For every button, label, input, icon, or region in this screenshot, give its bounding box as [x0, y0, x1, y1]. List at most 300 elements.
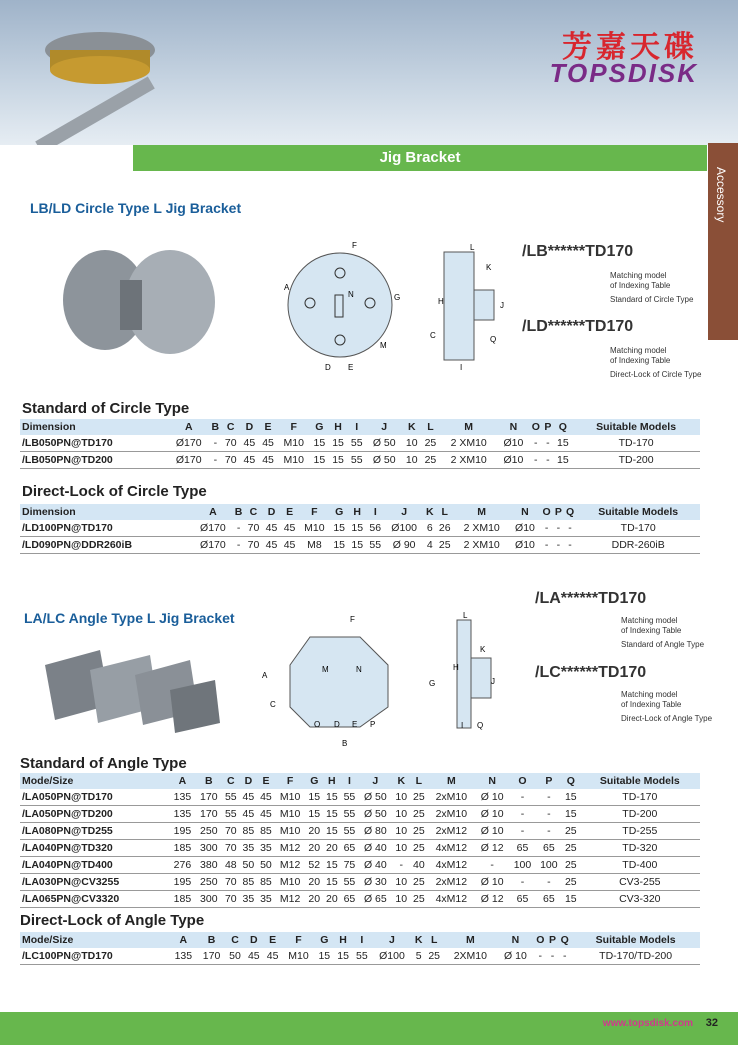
- table-cell: 135: [169, 948, 197, 965]
- table-cell: 15: [330, 520, 348, 537]
- table-cell: 45: [257, 806, 275, 823]
- table-cell: 55: [347, 452, 366, 469]
- svg-text:D: D: [334, 720, 340, 729]
- table-cell: 45: [263, 948, 282, 965]
- svg-text:A: A: [284, 283, 290, 292]
- table-cell: 4xM12: [428, 891, 475, 908]
- table-cell: 2 XM10: [454, 537, 510, 554]
- code-note: Direct-Lock of Angle Type: [621, 714, 713, 723]
- svg-text:Q: Q: [477, 721, 484, 730]
- angle-bracket-diagram: [260, 612, 400, 752]
- column-header: N: [498, 419, 530, 435]
- code-block-lb: [522, 243, 693, 305]
- svg-text:C: C: [430, 331, 436, 340]
- table-cell: -: [536, 806, 562, 823]
- model-code: /LA******TD170: [535, 590, 647, 607]
- table-cell: 15: [562, 789, 580, 806]
- table-cell: TD-255: [580, 823, 700, 840]
- table-cell: 2xM12: [428, 874, 475, 891]
- table-cell: 70: [222, 874, 240, 891]
- table-cell: /LA030PN@CV3255: [20, 874, 169, 891]
- table-cell: 15: [305, 806, 323, 823]
- column-header: E: [281, 504, 299, 520]
- table-cell: M10: [275, 789, 306, 806]
- table-cell: 25: [562, 823, 580, 840]
- table-cell: -: [233, 520, 245, 537]
- table-cell: -: [564, 520, 577, 537]
- column-header: N: [497, 932, 534, 948]
- svg-text:F: F: [352, 241, 357, 250]
- table-cell: 15: [554, 435, 573, 452]
- table-cell: 25: [421, 452, 440, 469]
- table-cell: 276: [169, 857, 195, 874]
- table-cell: 50: [257, 857, 275, 874]
- table4-title: Direct-Lock of Angle Type: [20, 912, 205, 929]
- svg-text:O: O: [314, 720, 321, 729]
- table-cell: 55: [222, 806, 240, 823]
- table-cell: 45: [281, 537, 299, 554]
- table-cell: TD-400: [580, 857, 700, 874]
- column-header: K: [413, 932, 425, 948]
- table-cell: 15: [310, 452, 329, 469]
- svg-text:N: N: [356, 665, 362, 674]
- table-cell: CV3-320: [580, 891, 700, 908]
- svg-text:G: G: [429, 679, 436, 688]
- table-cell: 15: [329, 452, 348, 469]
- table-cell: 70: [221, 452, 240, 469]
- table-cell: 20: [305, 823, 323, 840]
- table-cell: 55: [341, 789, 359, 806]
- column-header: M: [428, 773, 475, 789]
- table-cell: TD-170: [572, 435, 700, 452]
- table-cell: -: [529, 435, 542, 452]
- table-cell: 2 XM10: [440, 452, 498, 469]
- column-header: D: [244, 932, 263, 948]
- table-cell: 15: [305, 789, 323, 806]
- table-cell: /LA040PN@TD320: [20, 840, 169, 857]
- table-cell: M10: [299, 520, 331, 537]
- column-header: O: [529, 419, 542, 435]
- table-cell: -: [564, 537, 577, 554]
- table-cell: 25: [562, 857, 580, 874]
- table-row: [20, 537, 700, 554]
- svg-text:K: K: [486, 263, 492, 272]
- column-header: Suitable Models: [576, 504, 700, 520]
- table-cell: 85: [240, 823, 258, 840]
- table-cell: 25: [410, 823, 428, 840]
- svg-text:F: F: [350, 615, 355, 624]
- table-cell: 250: [196, 874, 222, 891]
- column-header: G: [310, 419, 329, 435]
- table-cell: 20: [323, 891, 341, 908]
- table-cell: 15: [554, 452, 573, 469]
- table-cell: 45: [281, 520, 299, 537]
- table-cell: 20: [323, 840, 341, 857]
- table-cell: Ø 40: [358, 840, 392, 857]
- column-header: Dimension: [20, 504, 193, 520]
- column-header: B: [197, 932, 225, 948]
- table-cell: 170: [196, 789, 222, 806]
- table-cell: 2XM10: [444, 948, 498, 965]
- table-cell: Ø170: [193, 537, 233, 554]
- table-cell: Ø170: [193, 520, 233, 537]
- column-header: F: [299, 504, 331, 520]
- table-cell: CV3-255: [580, 874, 700, 891]
- column-header: G: [330, 504, 348, 520]
- table-cell: -: [553, 537, 564, 554]
- table-cell: Ø 80: [358, 823, 392, 840]
- model-code: /LD******TD170: [522, 318, 634, 335]
- table-cell: 195: [169, 823, 195, 840]
- column-header: Dimension: [20, 419, 168, 435]
- table-cell: TD-170/TD-200: [571, 948, 700, 965]
- side-tab: [708, 143, 738, 340]
- table-cell: 55: [366, 537, 384, 554]
- svg-text:H: H: [453, 663, 459, 672]
- table-cell: 15: [334, 948, 353, 965]
- column-header: F: [277, 419, 310, 435]
- table-cell: /LA050PN@TD170: [20, 789, 169, 806]
- svg-text:Q: Q: [490, 335, 497, 344]
- table-cell: 2xM12: [428, 823, 475, 840]
- table-row: [20, 789, 700, 806]
- brand-chinese: 芳嘉天碟: [562, 30, 698, 65]
- table-cell: 26: [436, 520, 454, 537]
- table-cell: 4: [424, 537, 436, 554]
- table-cell: 85: [257, 823, 275, 840]
- code-block-lc: [535, 664, 712, 724]
- table-cell: 15: [348, 520, 366, 537]
- column-header: E: [263, 932, 282, 948]
- table-cell: 10: [402, 452, 421, 469]
- table-cell: 15: [562, 806, 580, 823]
- table-cell: -: [547, 948, 558, 965]
- column-header: Mode/Size: [20, 932, 169, 948]
- table-cell: /LB050PN@TD170: [20, 435, 168, 452]
- code-note: Direct-Lock of Circle Type: [610, 370, 702, 379]
- table-cell: 4xM12: [428, 857, 475, 874]
- table-cell: M10: [275, 874, 306, 891]
- table-cell: -: [534, 948, 547, 965]
- circle-bracket-diagram: [280, 240, 420, 380]
- table-cell: 10: [392, 891, 410, 908]
- table-cell: Ø 30: [358, 874, 392, 891]
- table-cell: 2xM10: [428, 806, 475, 823]
- section2-title: LA/LC Angle Type L Jig Bracket: [24, 610, 235, 626]
- table-cell: M8: [299, 537, 331, 554]
- table-cell: 195: [169, 874, 195, 891]
- column-header: H: [348, 504, 366, 520]
- table-cell: 65: [536, 891, 562, 908]
- svg-text:P: P: [370, 720, 376, 729]
- column-header: O: [509, 773, 535, 789]
- table-cell: 45: [240, 435, 259, 452]
- table-cell: M10: [282, 948, 315, 965]
- column-header: I: [341, 773, 359, 789]
- table-cell: 100: [509, 857, 535, 874]
- table-cell: /LA080PN@TD255: [20, 823, 169, 840]
- column-header: B: [209, 419, 221, 435]
- column-header: I: [352, 932, 371, 948]
- table-cell: 65: [341, 891, 359, 908]
- svg-text:G: G: [394, 293, 401, 302]
- angle-bracket-photo: [40, 645, 230, 735]
- rotary-table-photo: [20, 0, 180, 145]
- table-cell: 25: [425, 948, 444, 965]
- column-header: A: [169, 932, 197, 948]
- column-header: F: [275, 773, 306, 789]
- column-header: Suitable Models: [580, 773, 700, 789]
- table-cell: 55: [341, 823, 359, 840]
- code-block-la: [535, 590, 704, 650]
- table-cell: Ø100: [384, 520, 424, 537]
- column-header: H: [334, 932, 353, 948]
- table-cell: 25: [562, 840, 580, 857]
- svg-text:L: L: [470, 243, 475, 252]
- table-cell: 185: [169, 840, 195, 857]
- column-header: Suitable Models: [571, 932, 700, 948]
- table-cell: -: [558, 948, 571, 965]
- table1-title: Standard of Circle Type: [22, 400, 190, 417]
- table-cell: TD-200: [580, 806, 700, 823]
- table-cell: 15: [323, 857, 341, 874]
- table-row: [20, 520, 700, 537]
- table-standard-angle: [20, 773, 700, 908]
- column-header: E: [257, 773, 275, 789]
- column-header: I: [366, 504, 384, 520]
- table-cell: 10: [392, 789, 410, 806]
- table-cell: 65: [341, 840, 359, 857]
- table-cell: /LA065PN@CV3320: [20, 891, 169, 908]
- column-header: N: [475, 773, 509, 789]
- table-cell: M10: [275, 806, 306, 823]
- table-cell: /LD090PN@DDR260iB: [20, 537, 193, 554]
- table-cell: Ø 40: [358, 857, 392, 874]
- code-note: Matching model: [610, 346, 667, 355]
- column-header: H: [329, 419, 348, 435]
- table-cell: 25: [410, 806, 428, 823]
- table-cell: -: [542, 435, 553, 452]
- table-cell: Ø 10: [497, 948, 534, 965]
- svg-text:K: K: [480, 645, 486, 654]
- table-cell: 15: [315, 948, 334, 965]
- column-header: P: [554, 506, 562, 518]
- column-header: C: [221, 419, 240, 435]
- table-cell: /LA040PN@TD400: [20, 857, 169, 874]
- table-cell: -: [536, 874, 562, 891]
- table-cell: -: [536, 789, 562, 806]
- table-cell: 75: [341, 857, 359, 874]
- table-cell: -: [509, 874, 535, 891]
- table-cell: 70: [222, 891, 240, 908]
- table-cell: 6: [424, 520, 436, 537]
- table-cell: 15: [310, 435, 329, 452]
- column-header: B: [233, 504, 245, 520]
- table-cell: Ø10: [498, 435, 530, 452]
- table-cell: 25: [410, 840, 428, 857]
- table-cell: 25: [562, 874, 580, 891]
- table-cell: 55: [222, 789, 240, 806]
- section1-title: LB/LD Circle Type L Jig Bracket: [30, 200, 242, 216]
- column-header: J: [371, 932, 412, 948]
- table-cell: 85: [257, 874, 275, 891]
- code-note: of Indexing Table: [621, 626, 682, 635]
- svg-text:L: L: [463, 611, 468, 620]
- table-cell: 170: [197, 948, 225, 965]
- column-header: A: [193, 504, 233, 520]
- table-cell: 250: [196, 823, 222, 840]
- column-header: Suitable Models: [572, 419, 700, 435]
- column-header: Q: [564, 504, 577, 520]
- table-cell: 35: [240, 891, 258, 908]
- table-cell: 15: [562, 891, 580, 908]
- table-cell: 45: [240, 806, 258, 823]
- table-cell: 45: [257, 789, 275, 806]
- table-cell: -: [209, 452, 221, 469]
- column-header: K: [392, 773, 410, 789]
- page-header: [0, 0, 738, 145]
- svg-text:A: A: [262, 671, 268, 680]
- table-cell: 20: [305, 840, 323, 857]
- brand-english: TOPSDISK: [549, 58, 698, 88]
- code-note: Matching model: [610, 271, 667, 280]
- table-cell: 45: [244, 948, 263, 965]
- column-header: C: [222, 773, 240, 789]
- svg-text:N: N: [348, 290, 354, 299]
- table-cell: Ø 90: [384, 537, 424, 554]
- table-cell: 15: [323, 874, 341, 891]
- table-cell: 300: [196, 840, 222, 857]
- column-header: J: [358, 773, 392, 789]
- table-cell: M10: [277, 452, 310, 469]
- table-cell: Ø 50: [358, 789, 392, 806]
- svg-text:C: C: [270, 700, 276, 709]
- table-cell: 55: [341, 806, 359, 823]
- table-cell: 135: [169, 806, 195, 823]
- table-cell: 380: [196, 857, 222, 874]
- column-header: L: [425, 932, 444, 948]
- table-cell: 2xM10: [428, 789, 475, 806]
- table-cell: 20: [305, 874, 323, 891]
- column-header: N: [510, 504, 541, 520]
- table-cell: 55: [352, 948, 371, 965]
- table-cell: TD-170: [580, 789, 700, 806]
- column-header: Q: [554, 419, 573, 435]
- code-note: of Indexing Table: [621, 700, 682, 709]
- svg-text:H: H: [438, 297, 444, 306]
- table-cell: 45: [263, 537, 281, 554]
- table-cell: -: [392, 857, 410, 874]
- table-row: [20, 891, 700, 908]
- table-cell: -: [540, 537, 553, 554]
- code-note: of Indexing Table: [610, 356, 671, 365]
- angle-bracket-side-diagram: [425, 610, 510, 735]
- table-cell: -: [475, 857, 509, 874]
- table-cell: 100: [536, 857, 562, 874]
- table-cell: -: [509, 789, 535, 806]
- table-cell: Ø 10: [475, 823, 509, 840]
- table-cell: 10: [402, 435, 421, 452]
- table-directlock-angle: [20, 932, 700, 965]
- column-header: G: [315, 932, 334, 948]
- table-cell: 135: [169, 789, 195, 806]
- table-cell: DDR-260iB: [576, 537, 700, 554]
- table-cell: 25: [421, 435, 440, 452]
- table-cell: Ø 50: [366, 435, 402, 452]
- table-cell: 25: [410, 789, 428, 806]
- table-cell: 2 XM10: [440, 435, 498, 452]
- table-cell: 56: [366, 520, 384, 537]
- table-cell: 85: [240, 874, 258, 891]
- code-note: Matching model: [621, 690, 678, 699]
- table-cell: 4xM12: [428, 840, 475, 857]
- table-cell: Ø10: [498, 452, 530, 469]
- table-cell: Ø 50: [358, 806, 392, 823]
- table-cell: 2 XM10: [454, 520, 510, 537]
- table-cell: 45: [259, 435, 278, 452]
- table-cell: TD-320: [580, 840, 700, 857]
- table-cell: 25: [410, 891, 428, 908]
- column-header: B: [196, 773, 222, 789]
- table-cell: 70: [221, 435, 240, 452]
- table-cell: 35: [257, 891, 275, 908]
- table-cell: 170: [196, 806, 222, 823]
- table-directlock-circle: [20, 504, 700, 554]
- svg-text:I: I: [461, 721, 464, 730]
- table-cell: -: [542, 452, 553, 469]
- table-cell: -: [529, 452, 542, 469]
- table-row: [20, 452, 700, 469]
- table-cell: 15: [329, 435, 348, 452]
- footer-url[interactable]: www.topsdisk.com: [602, 1018, 693, 1029]
- column-header: Mode/Size: [20, 773, 169, 789]
- table-cell: 15: [348, 537, 366, 554]
- svg-text:D: D: [325, 363, 331, 372]
- table-cell: 5: [413, 948, 425, 965]
- column-header: D: [240, 419, 259, 435]
- table-cell: 52: [305, 857, 323, 874]
- table-cell: 50: [226, 948, 245, 965]
- table-cell: 55: [341, 874, 359, 891]
- code-block-ld: [522, 318, 701, 380]
- model-code: /LC******TD170: [535, 664, 647, 681]
- column-header: L: [436, 504, 454, 520]
- table-cell: Ø100: [371, 948, 412, 965]
- column-header: A: [169, 773, 195, 789]
- table-cell: -: [509, 806, 535, 823]
- table-row: [20, 806, 700, 823]
- table-cell: -: [233, 537, 245, 554]
- table-cell: Ø 12: [475, 891, 509, 908]
- svg-text:E: E: [348, 363, 354, 372]
- table-cell: M12: [275, 840, 306, 857]
- table-row: [20, 840, 700, 857]
- table-cell: 70: [244, 520, 262, 537]
- column-header: D: [240, 773, 258, 789]
- table-cell: 25: [436, 537, 454, 554]
- table-cell: Ø170: [168, 435, 209, 452]
- column-header: P: [536, 773, 562, 789]
- table-cell: 15: [323, 806, 341, 823]
- column-header: C: [226, 932, 245, 948]
- column-header: J: [366, 419, 402, 435]
- column-header: F: [282, 932, 315, 948]
- table-cell: 10: [392, 806, 410, 823]
- circle-bracket-side-diagram: [430, 242, 520, 372]
- code-note: Standard of Circle Type: [610, 295, 694, 304]
- table-row: [20, 857, 700, 874]
- table-row: [20, 823, 700, 840]
